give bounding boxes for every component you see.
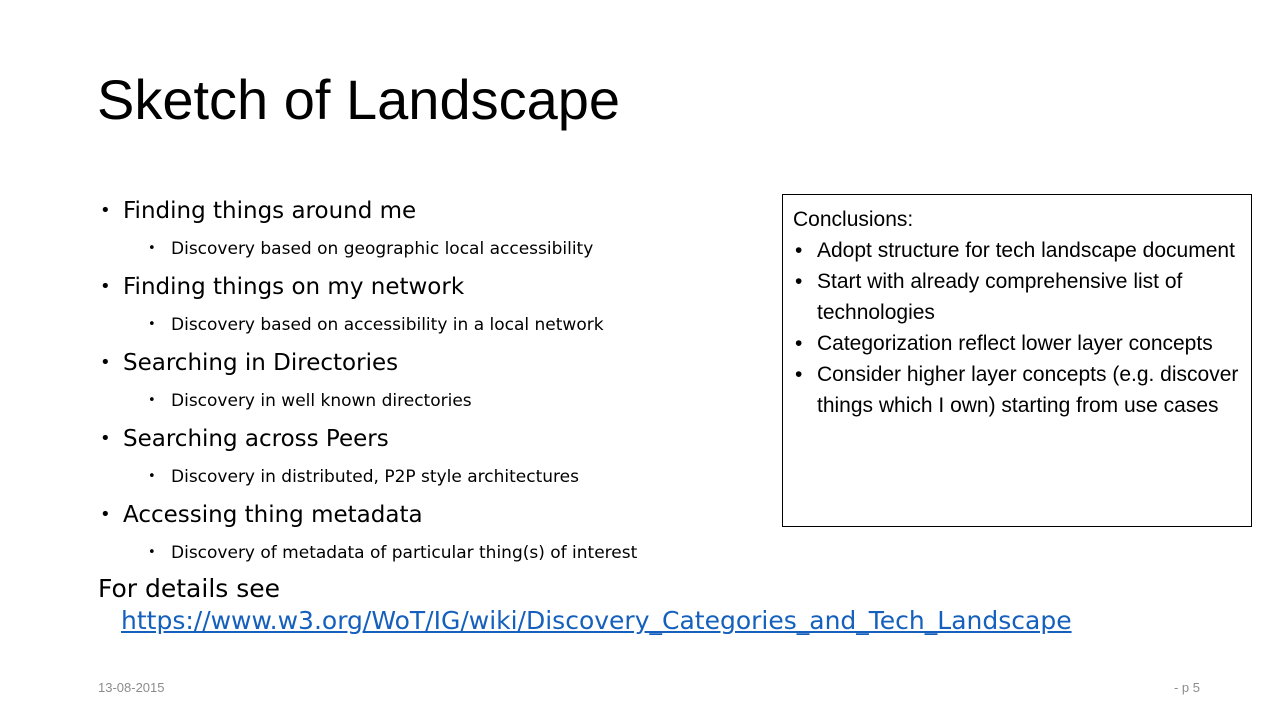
- bullet-list: [100, 192, 803, 572]
- bullet-text: Finding things around me: [123, 198, 417, 224]
- conclusion-text: Start with already comprehensive list of technologies: [817, 270, 1183, 324]
- footer-page-number: - p 5: [1173, 680, 1200, 695]
- conclusion-item: [793, 359, 1241, 421]
- bullet-icon: •: [100, 504, 111, 525]
- bullet-icon: •: [148, 241, 156, 256]
- bullet-text: Searching in Directories: [123, 350, 399, 376]
- bullet-icon: •: [795, 270, 803, 293]
- bullet-icon: •: [148, 317, 156, 332]
- details-label: For details see: [98, 574, 281, 603]
- bullet-icon: •: [100, 352, 111, 373]
- sub-bullet-item: [148, 306, 800, 344]
- conclusion-text: Adopt structure for tech landscape document: [817, 239, 1235, 262]
- sub-bullet-item: [148, 534, 800, 572]
- conclusion-item: [793, 266, 1241, 328]
- conclusion-text: Consider higher layer concepts (e.g. discover things which I own) starting from use cases: [817, 363, 1239, 417]
- slide-title: Sketch of Landscape: [97, 68, 621, 131]
- conclusions-heading: Conclusions:: [793, 208, 914, 231]
- bullet-item-metadata: [100, 496, 800, 534]
- sub-bullet-text: Discovery based on geographic local accessibility: [171, 239, 594, 259]
- sub-bullet-text: Discovery based on accessibility in a local network: [171, 315, 604, 335]
- bullet-icon: •: [148, 545, 156, 560]
- bullet-item-around-me: [100, 192, 800, 230]
- details-link[interactable]: https://www.w3.org/WoT/IG/wiki/Discovery_Categories_and_Tech_Landscape: [121, 606, 1072, 635]
- bullet-text: Finding things on my network: [123, 274, 465, 300]
- conclusion-item: [793, 328, 1241, 359]
- bullet-icon: •: [795, 332, 803, 355]
- conclusions-box: [782, 194, 1252, 527]
- bullet-text: Searching across Peers: [123, 426, 389, 452]
- bullet-icon: •: [795, 363, 803, 386]
- sub-bullet-item: [148, 230, 803, 268]
- bullet-icon: •: [148, 469, 156, 484]
- bullet-icon: •: [100, 428, 111, 449]
- conclusion-item: [793, 235, 1241, 266]
- footer-date: 13-08-2015: [98, 680, 165, 695]
- conclusion-text: Categorization reflect lower layer concepts: [817, 332, 1213, 355]
- bullet-icon: •: [148, 393, 156, 408]
- bullet-icon: •: [795, 239, 803, 262]
- bullet-item-peers: [100, 420, 800, 458]
- sub-bullet-text: Discovery in distributed, P2P style architectures: [171, 467, 579, 487]
- details-section: [98, 573, 1072, 637]
- sub-bullet-text: Discovery in well known directories: [171, 391, 472, 411]
- bullet-icon: •: [100, 276, 111, 297]
- bullet-item-directories: [100, 344, 800, 382]
- bullet-icon: •: [100, 200, 111, 221]
- sub-bullet-item: [148, 382, 800, 420]
- sub-bullet-text: Discovery of metadata of particular thing(s) of interest: [171, 543, 638, 563]
- sub-bullet-item: [148, 458, 800, 496]
- bullet-item-my-network: [100, 268, 803, 306]
- bullet-text: Accessing thing metadata: [123, 502, 423, 528]
